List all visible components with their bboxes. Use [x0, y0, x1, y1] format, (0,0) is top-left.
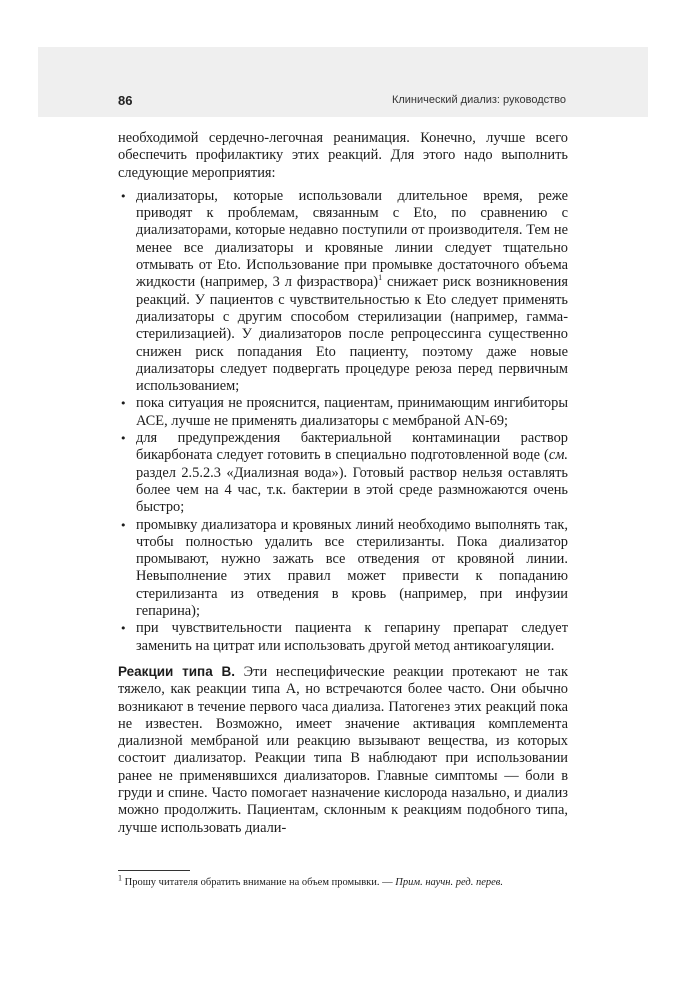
bullet-text: для предупреждения бактериальной контаминации раствор бикарбоната следует готовить в специально подготовленной воде ( [136, 430, 568, 464]
bullet-text: диализаторы, которые использовали длительное время, реже приводят к проблемам, связанным с Eto, по сравнению с диализаторами, которые недавно поступили от производителя. Тем не менее все диализаторы и кровяные линии следует тщательно отмывать от Eto. Использование при промывке достаточного объема жидкости (например, 3 л физраствора) [136, 187, 568, 291]
bullet-text: снижает риск возникновения реакций. У пациентов с чувствительностью к Eto следует применять диализаторы с другим способом стерилизации (например, гамма-стерилизацией). У диализаторов после репроцессинга существенно снижен риск попадания Eto пациенту, поэтому даже новые диализаторы следует подвергать процедуре реюза перед первичным использованием; [136, 274, 568, 395]
footnote [118, 873, 568, 889]
bullet-item [118, 188, 568, 396]
bullet-text: раздел 2.5.2.3 «Диализная вода»). Готовый раствор нельзя оставлять более чем на 4 час, т.к. бактерии в этой среде размножаются очень быстро; [136, 464, 568, 516]
footnote-text: Прошу читателя обратить внимание на объем промывки. — [122, 877, 396, 888]
page-number: 86 [118, 93, 133, 108]
footnote-mark: 1 [118, 873, 122, 883]
type-b-paragraph [118, 663, 568, 837]
bullet-item [118, 620, 568, 655]
running-head: Клинический диализ: руководство [391, 94, 566, 106]
bullet-item [118, 395, 568, 430]
main-text [118, 130, 568, 837]
bullet-text: при чувствительности пациента к гепарину препарат следует заменить на цитрат или использовать другой метод антикоагуляции. [136, 620, 568, 654]
bullet-text: пока ситуация не прояснится, пациентам, принимающим ингибиторы АСЕ, лучше не применять диализаторы с мембраной AN-69; [136, 395, 568, 429]
footnote-note: Прим. научн. ред. перев. [395, 877, 503, 888]
bullet-text: промывку диализатора и кровяных линий необходимо выполнять так, чтобы полностью удалить все стерилизанты. Пока диализатор промывают, нужно зажать все отведения от кровяной линии. Невыполнение этих правил может привести к попаданию стерилизанта из отведения в кровь (например, при инфузии гепарина); [136, 516, 568, 620]
type-b-text: Эти неспецифические реакции протекают не так тяжело, как реакции типа А, но встречаются более часто. Они обычно возникают в течение первого часа диализа. Патогенез этих реакций пока не известен. Возможно, имеет значение активация комплемента диализной мембраной или реакцию вызывают вещества, из которых состоит диализатор. Реакции типа В наблюдают при использовании ранее не применявшихся диализаторов. Главные симптомы — боли в груди и спине. Часто помогает назначение кислорода назально, и диализ можно продолжить. Пациентам, склонным к реакциям подобного типа, лучше использовать диали- [118, 663, 568, 836]
bullet-item [118, 430, 568, 516]
footnote-divider [118, 870, 190, 871]
intro-paragraph: необходимой сердечно-легочная реанимация. Конечно, лучше всего обеспечить профилактику этих реакций. Для этого надо выполнить следующие мероприятия: [118, 130, 568, 181]
bullet-italic: см. [548, 447, 568, 464]
type-b-heading: Реакции типа В. [118, 663, 236, 679]
bullet-list [118, 188, 568, 655]
bullet-item [118, 517, 568, 621]
footnote-ref: 1 [378, 273, 383, 283]
